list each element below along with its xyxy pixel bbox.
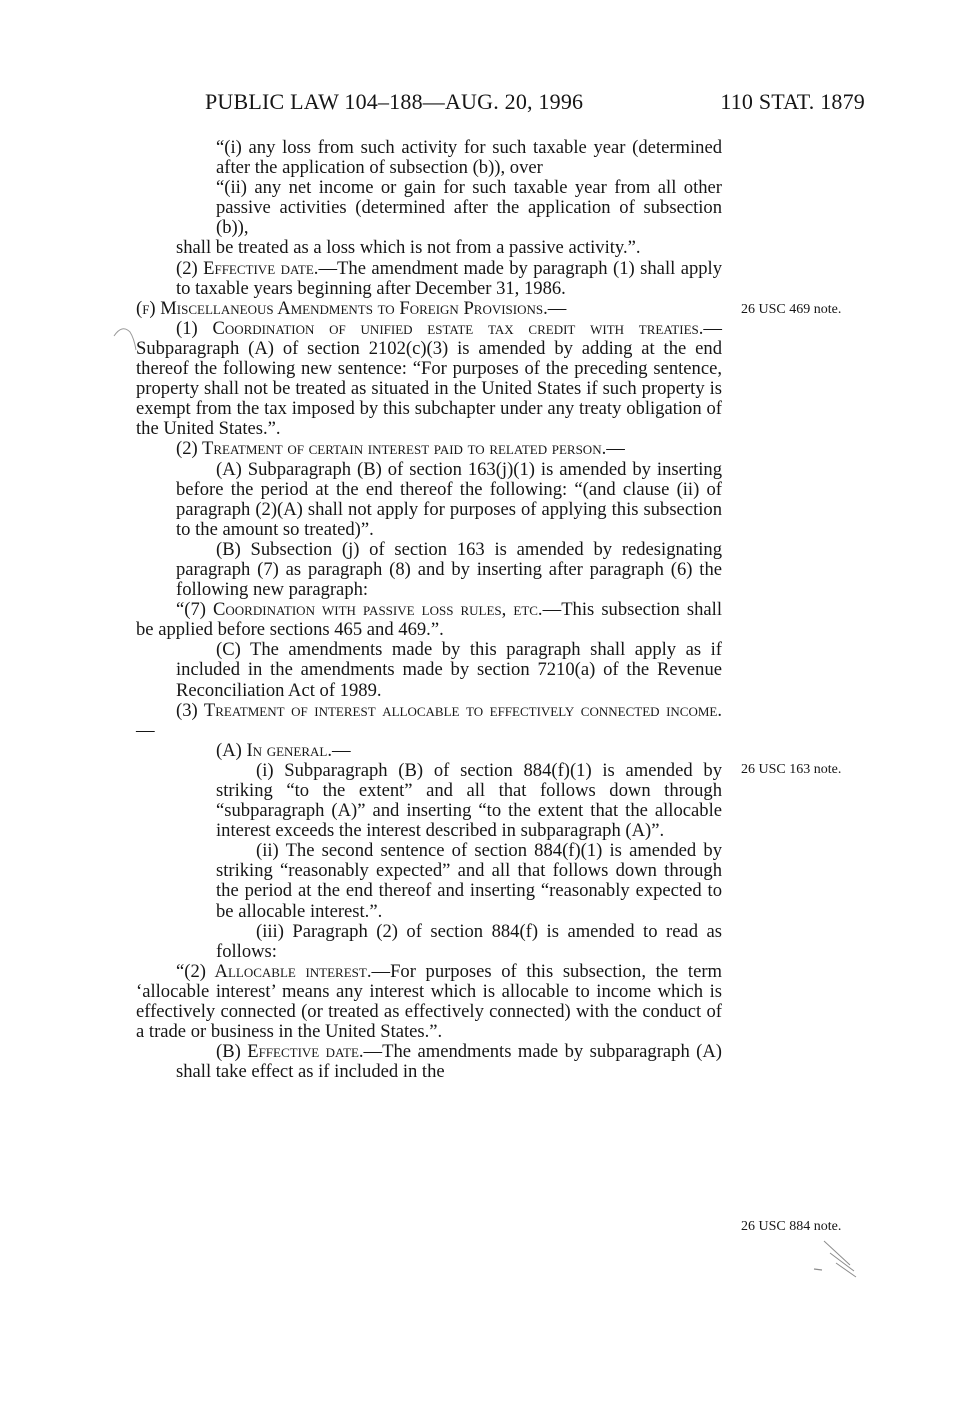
para-2-treatment-interest bbox=[136, 439, 722, 459]
subpara-a-in-general bbox=[136, 741, 722, 761]
para-3-effectively-connected bbox=[136, 701, 722, 741]
corner-pen-mark bbox=[800, 1235, 860, 1280]
inserted-para-7-heading: “(7) Coordination with passive loss rules, etc. bbox=[176, 599, 543, 621]
subpara-a-heading: (A) In general. bbox=[216, 739, 332, 761]
subsection-f-heading: (f) Miscellaneous Amendments to Foreign Provisions. bbox=[136, 297, 548, 319]
margin-note-163: 26 USC 163 note. bbox=[741, 762, 842, 777]
subpara-b-163j: (B) Subsection (j) of section 163 is amended by redesignating paragraph (7) as paragraph (8) and by inserting after paragraph (6) the following new paragraph: bbox=[176, 538, 722, 601]
subpara-c-effective: (C) The amendments made by this paragraph shall apply as if included in the amendments made by section 7210(a) of the Revenue Reconciliation Act of 1989. bbox=[176, 639, 722, 701]
para-2-treatment-dash: — bbox=[606, 438, 625, 460]
para-1-text: —Subparagraph (A) of section 2102(c)(3) is amended by adding at the end thereof the following new sentence: “For purposes of the preceding sentence, property shall not be treated as situated in the United States if such property is exempt from the tax imposed by this subchapter under any treaty obligation of the United States.”. bbox=[136, 317, 722, 440]
inserted-para-7 bbox=[136, 600, 722, 640]
clause-iii-884f: (iii) Paragraph (2) of section 884(f) is amended to read as follows: bbox=[216, 920, 722, 962]
para-2-effective-date bbox=[136, 259, 722, 299]
subpara-b-effective-date bbox=[136, 1042, 722, 1082]
statute-page-number: 110 STAT. 1879 bbox=[720, 89, 865, 114]
document-body bbox=[136, 138, 722, 1082]
subpara-a-163j: (A) Subparagraph (B) of section 163(j)(1) is amended by inserting before the period at the end thereof the following: “(and clause (ii) of paragraph (2)(A) shall not apply for purposes of applying this subsection to the amount so treated)”. bbox=[176, 458, 722, 540]
inserted-para-2-allocable bbox=[136, 962, 722, 1042]
public-law-title: PUBLIC LAW 104–188—AUG. 20, 1996 bbox=[205, 89, 584, 114]
para-2-text: —The amendment made by paragraph (1) shall apply to taxable years beginning after December 31, 1986. bbox=[176, 257, 723, 299]
para-1-coordination bbox=[136, 319, 722, 440]
flush-text-passive-activity: shall be treated as a loss which is not from a passive activity.”. bbox=[176, 237, 641, 259]
para-2-heading: (2) Effective date. bbox=[176, 257, 319, 279]
clause-i-884f: (i) Subparagraph (B) of section 884(f)(1) is amended by striking “to the extent” and all that follows down through “subparagraph (A)” and inserting “to the extent that the allocable interest exceeds the interest described in subparagraph (A)”. bbox=[216, 759, 722, 842]
clause-i-over: “(i) any loss from such activity for such taxable year (determined after the application of subsection (b)), over bbox=[216, 137, 722, 179]
margin-note-884: 26 USC 884 note. bbox=[741, 1219, 842, 1234]
margin-note-469: 26 USC 469 note. bbox=[741, 302, 842, 317]
margin-pen-mark bbox=[110, 318, 140, 358]
clause-ii-net-income: “(ii) any net income or gain for such taxable year from all other passive activities (determined after the application of subsection (b)), bbox=[216, 177, 722, 239]
subsection-f-dash: — bbox=[547, 297, 567, 319]
subpara-b-text: —The amendments made by subparagraph (A) shall take effect as if included in the bbox=[176, 1041, 722, 1083]
para-2-treatment-heading: (2) Treatment of certain interest paid to related person. bbox=[176, 438, 607, 460]
allocable-interest-text: —For purposes of this subsection, the term ‘allocable interest’ means any interest which is allocable to income which is effectively connected (or treated as effectively connected) with the conduct of a trade or business in the United States.”. bbox=[136, 960, 722, 1043]
subpara-b-heading: (B) Effective date. bbox=[216, 1041, 364, 1063]
clause-ii-884f: (ii) The second sentence of section 884(f)(1) is amended by striking “reasonably expected” and all that follows down through the period at the end thereof and inserting “reasonably expected to be allocable interest.”. bbox=[216, 840, 722, 922]
allocable-interest-heading: “(2) Allocable interest. bbox=[176, 960, 372, 982]
para-1-heading: (1) Coordination of unified estate tax credit with treaties. bbox=[176, 317, 704, 339]
subsection-f bbox=[136, 299, 722, 319]
inserted-para-7-text: —This subsection shall be applied before sections 465 and 469.”. bbox=[136, 599, 722, 641]
para-3-heading: (3) Treatment of interest allocable to effectively connected income. bbox=[176, 699, 722, 721]
para-3-dash: — bbox=[136, 719, 155, 741]
subpara-a-dash: — bbox=[332, 739, 351, 761]
